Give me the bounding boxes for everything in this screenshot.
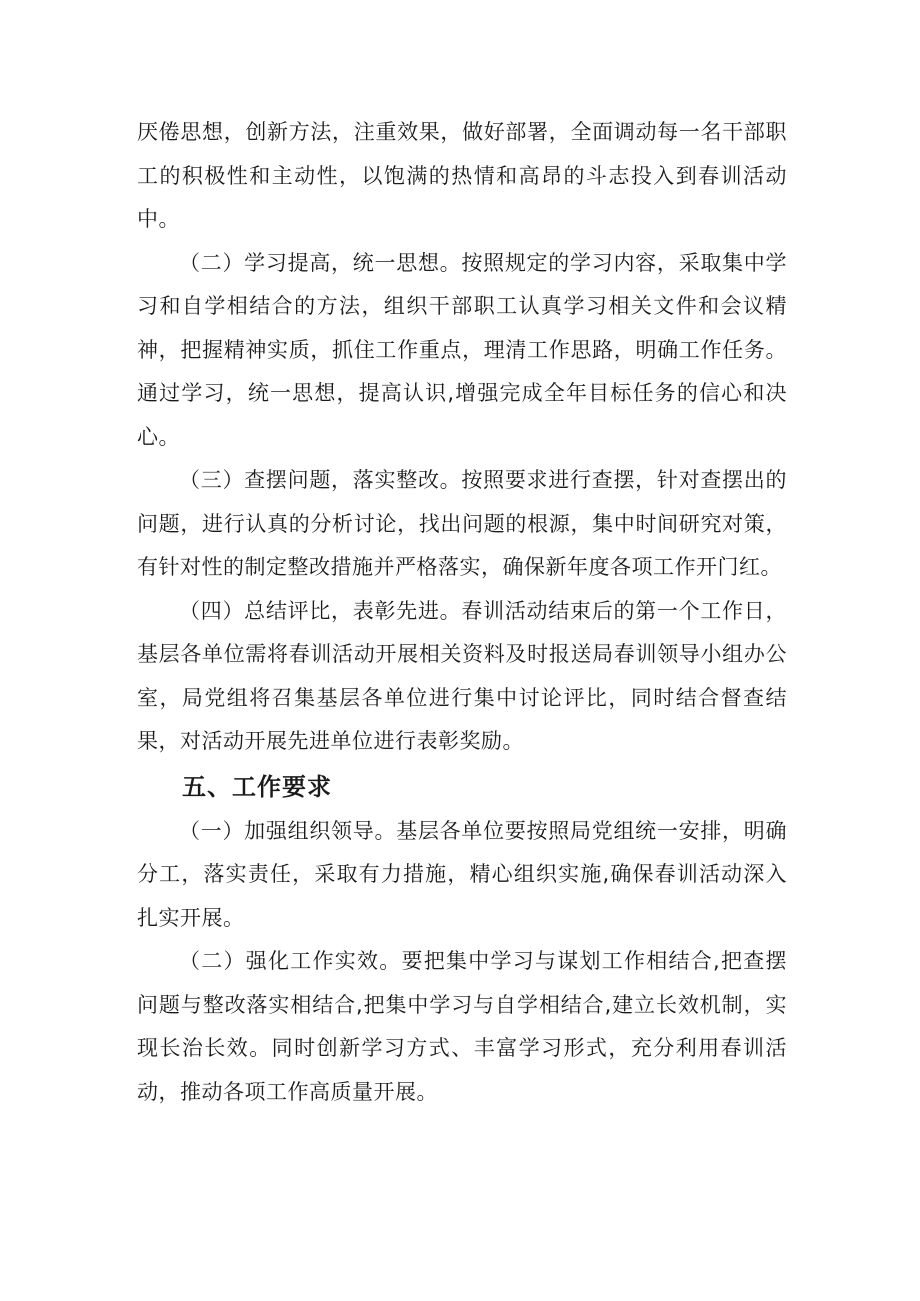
requirement-effectiveness: （二）强化工作实效。要把集中学习与谋划工作相结合,把查摆问题与整改落实相结合,把集中学习与自学相结合,建立长效机制，实现长治长效。同时创新学习方式、丰富学习形式，充分利用春训活动，推动各项工作高质量开展。	[137, 949, 787, 1104]
paragraph-evaluation: （四）总结评比，表彰先进。春训活动结束后的第一个工作日，基层各单位需将春训活动开展相关资料及时报送局春训领导小组办公室，局党组将召集基层各单位进行集中讨论评比，同时结合督查结果，对活动开展先进单位进行表彰奖励。	[137, 598, 787, 753]
paragraph-continuation: 厌倦思想，创新方法，注重效果，做好部署，全面调动每一名干部职工的积极性和主动性，以饱满的热情和高昂的斗志投入到春训活动中。	[137, 120, 787, 231]
section-heading: 五、工作要求	[182, 772, 332, 801]
requirement-leadership: （一）加强组织领导。基层各单位要按照局党组统一安排，明确分工，落实责任，采取有力措施，精心组织实施,确保春训活动深入扎实开展。	[137, 818, 787, 930]
document-body	[137, 111, 787, 1114]
paragraph-rectification: （三）查摆问题，落实整改。按照要求进行查摆，针对查摆出的问题，进行认真的分析讨论，找出问题的根源，集中时间研究对策，有针对性的制定整改措施并严格落实，确保新年度各项工作开门红。	[137, 468, 787, 579]
paragraph-study: （二）学习提高，统一思想。按照规定的学习内容，采取集中学习和自学相结合的方法，组织干部职工认真学习相关文件和会议精神，把握精神实质，抓住工作重点，理清工作思路，明确工作任务。通过学习，统一思想，提高认识,增强完成全年目标任务的信心和决心。	[137, 250, 787, 449]
